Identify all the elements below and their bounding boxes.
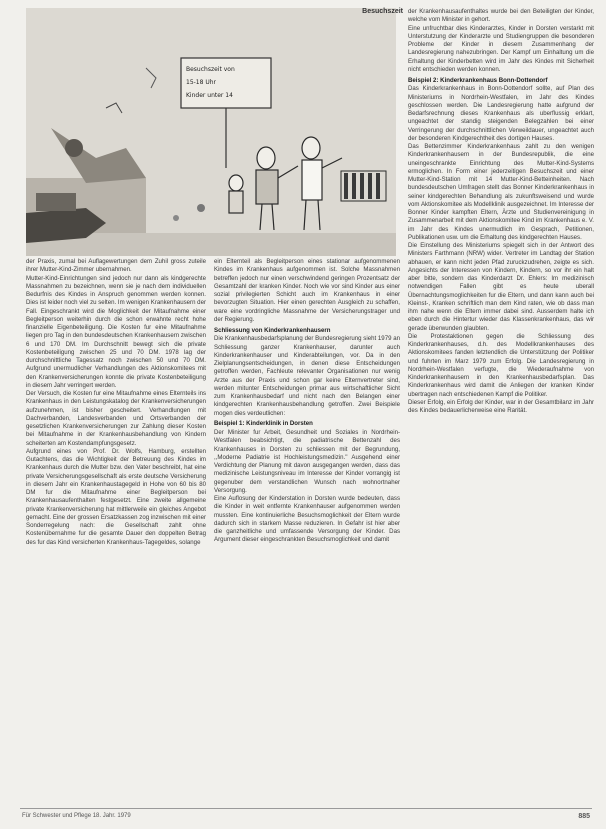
section-heading: Beispiel 1: Kinderklinik in Dorsten [214,419,313,427]
photo-caption: Besuchszeit [362,8,403,15]
paragraph: Eine Auflosung der Kinderstation in Dorsten wurde bedeuten, dass die Kinder in weit entfernte Krankenhauser aufgenommen werden mussten. Eine kontinuierliche Besuchsmoglichkeit der Eltern wurde dadurch sich in starkem Masse reduzieren. In Gefahr ist hier aber die ganzheitliche und umfassende Versorgung der Kinder. Das Argument dieser eingeschrankten Besuchsmoglichkeit und damit [214,495,400,544]
paragraph: ein Elternteil als Begleitperson eines stationar aufgenommenen Kindes im Krankenhaus aufgenommen ist. Solche Massnahmen betreffen jedoch nur einen verschwindend geringen Prozentsatz der Gesamtzahl der kranken Kinder. Noch wie vor sind Kinder aus einer sozial privilegierten Schicht auch im Krankenhaus in einer bevorzugten Situation. Hier einen gerechten Ausgleich zu schaffen, ware eine vordringliche Massnahme der Versicherungstrager und der Regierung. [214,258,400,323]
svg-text:15-18 Uhr: 15-18 Uhr [186,79,217,86]
section-heading: Schliessung von Kinderkrankenhausern [214,327,331,334]
section-heading: Beispiel 2: Kinderkrankenhaus Bonn-Dottendorf [408,77,548,84]
svg-text:Besuchszeit von: Besuchszeit von [186,66,235,73]
paragraph: Aufgrund eines von Prof. Dr. Wolfs, Hamburg, erstellten Gutachtens, das die Wichtigkeit der Betreuung des Kindes im Krankenhaus durch die Mutter bzw. den Vater beschreibt, hat eine private Versicherungsgesellschaft als erste deutsche Versicherung in diesem Jahr ein Krankenhaustagegeld in Hohe von 60 bis 80 DM fur die Mitaufnahme einer Begleitperson bei Krankenhausaufenthalten festgesetzt. Eine zweite allgemeine private Krankenversicherung hat mittlerweile ein gleiches Angebot gemacht. Eine der grossen Ersatzkassen zog inzwischen mit einer Sonderregelung nach: die Gesellschaft zahlt ohne Kostenübernahme fur die gesamte Dauer den doppelten Betrag des fur das Kind versicherten Krankenhaus-Tagegeldes, solange [26,447,206,546]
drawing-illustration [26,8,396,256]
paragraph: Dieser Erfolg, ein Erfolg der Kinder, war in der Gesamtbilanz im Jahr des Kindes bedauerlicherweise eine Rarität. [408,398,594,414]
paragraph: Der Versuch, die Kosten fur eine Mitaufnahme eines Elternteils ins Krankenhaus in den Leistungskatalog der Krankenversicherungen aufzunehmen, ist bisher gescheitert. Verhandlungen mit Dachverbanden, Landesverbanden und Ortsverbanden der gesetzlichen Krankenversicherungen zur Zahlung dieser Kosten bei Mitaufnahme in der Krankenhausbehandlung von Kindern scheiterten am Kostendampfungsgesetz. [26,390,206,447]
page-footer [20,808,592,821]
paragraph: Die Einstellung des Ministeriums spiegelt sich in der Antwort des Ministers Farthmann (NRW) wider. Vertreter im Landtag der Station abhauen, er kann nicht jeden Pfad zuruckzudrehen, zeigte es sich. Angesichts der Interessen von Kindern, Kindern, so vor ihr ein halt aber bitte, sondern das Kinderdarzt Dr. Ehlers: Im medizinisch notwendigen Fallen gibt es heute uberall Übernachtungsmoglichkeiten fur die Eltern, und dann kann auch bei Kleinst-, Kranken schriftlich man dem Kind raten, wie ob dass man ihm nahe wenn die Eltern immer dabei sind. Ausserdem halte ich eben durch die Hintertur wieder das Klassenkrankenhaus, das wir gerade überwunden glaubten. [408,242,594,332]
text-column-3 [408,8,594,415]
page-number: 885 [578,813,590,820]
journal-source: Für Schwester und Pflege 18. Jahr. 1979 [22,813,131,819]
text-column-2 [214,258,400,545]
paragraph: Mutter-Kind-Einrichtungen sind jedoch nur dann als kindgerechte Massnahmen zu bezeichnen, wenn sie je nach dem individuellen Bedurfnis des Kindes in Anspruch genommen werden konnen. Dies ist leider noch viel zu selten. Im wenigen Krankenhausern der Fall. Eingeschrankt wird die Moglichkeit der Mitaufnahme einer Begleitperson weiterhin durch die schon erwahnte recht hohe finanzielle Eigenbeteiligung. Die Kosten fur eine Mitaufnahme liegen pro Tag in den bundesdeutschen Krankenhausern zwischen 6 und 170 DM. Im Durchschnitt bewegt sich die private Kostenbeteiligung zwischen 25 und 70 DM. 1978 lag der durchschnittliche Tagessatz noch zwischen 50 und 70 DM. Aufgrund unermudlicher Verhandlungen des Aktionskomitees mit den Krankenversicherungen konnte die private Kostenbeteiligung in diesem Jahr verringert werden. [26,274,206,389]
text-column-1 [26,258,206,547]
paragraph: Die Krankenhausbedarfsplanung der Bundesregierung sieht 1979 an Schliessung ganzer Krankenhauser, darunter auch Kinderkrankenhauser und Kinderabteilungen, vor. Da in den Zielplanungsentscheidungen, in denen diese Entscheidungen getroffen werden, Fachleute relevanter Organisationen nur wenig Arzte aus der Praxis und schon gar keine Elternvertreter sind, werden mitunter Entscheidungen primar aus wirtschaftlicher Sicht zum Krankenhausbedarf und nicht nach den Belangen einer kindgerechten Krankenhausbehandlung getroffen. Zwei Beispiele mogen dies verdeutlichen: [214,335,400,417]
paragraph: Der Minister fur Arbeit, Gesundheit und Soziales in Nordrhein-Westfalen beabsichtigt, die padiatrische Bettenzahl des Krankenhauses in Dorsten zu schliessen mit der Begrundung, ,,Moderne Padiatrie ist Hochleistungsmedizin.'' Ausgehend einer Verdichtung der Planung mit davon ausgegangen werden, dass das medizinische Leistungsniveau im Interesse der Kinder vorrangig ist gegenuber dem verstandlichen Wunsch nach wohnortnaher Versorgung. [214,429,400,494]
paragraph: Die Protestaktionen gegen die Schliessung des Kinderkrankenhauses, d.h. des Modellkrankenhauses des Aktionskomitees fanden letztendlich die Unterstützung der Politiker und fuhrten im Marz 1979 zum Erfolg. Die Landesregierung in Nordrhein-Westfalen verfugte, die Wiederaufnahme von Kinderkrankenhausern in den Krankenhausbedarfsplan. Das Kinderkrankenhaus wird damit die Anliegen der kranken Kinder ubertragen nach entschiedenen Kampf die Politiker. [408,332,594,398]
paragraph: Das Bettenzimmer Kinderkrankenhaus zahlt zu den wenigen Kinderkrankenhausern in der Bundesrepublik, die eine uneingeschrankte Einrichtung des Mutter-Kind-Systems ermoglichen. In Form einer jederzeitigen Besuchszeit und einer Mutter-Kind-Station mit 14 Mutter-Kind-Betteinheiten. Nach bundesdeutschen Umfragen stellt das Bonner Kinderkrankenhaus in seiner kindgerechten Behandlung als zukunftsweisend und wurde vom Aktionskomitee als Modellklinik ausgezeichnet. Im Interesse der Bonner Kinder kampften Eltern, Ärzte und Studienvereinigung in Zusammenarbeit mit dem Aktionskomitee Kind im Krankenhaus e. V. im Jahr des Kindes unermudlich im Gesprach, Petitionen, Publikationen usw. um die Erhaltung des kindgerechten Hauses. [408,143,594,241]
paragraph: Eine unfruchtbar dies Kinderarztes, Kinder in Dorsten verstarkt mit Unterstutzung der Kinderarzte und Studiengruppen die besonderen Probleme der Kinder in diesem Zusammenhang der Landesregierung nahezubringen. Der Kampf um Einhaltung um die Erhaltung der Kinderbetten wird im Jahr des Kindes mit Sicherheit nicht entschieden werden konnen. [408,24,594,73]
paragraph: Das Kinderkrankenhaus in Bonn-Dottendorf sollte, auf Plan des Ministeriums in Nordrhein-Westfalen, im Jahr des Kindes geschlossen werden. Die Landesregierung hatte aufgrund der Bedarfsrechnung dieses Krankenhaus als uberflussig erklart, ungeachtet der standig steigenden Belegzahlen bei einer Verringerung der durchschnittlichen Verweildauer, ungeachtet auch der besonderen Kindgerechtheit des dortigen Hauses. [408,85,594,142]
paragraph: der Praxis, zumal bei Auflagewertungen dem Zuhil gross zuteile ihrer Mutter-Kind-Zimmer ubernahmen. [26,258,206,274]
children-drawing-photo [26,8,396,256]
paragraph: der Krankenhausaufenthaltes wurde bei den Beteiligten der Kinder, welche vom Minister in gehort. [408,8,594,24]
svg-text:Kinder unter 14: Kinder unter 14 [186,92,233,99]
